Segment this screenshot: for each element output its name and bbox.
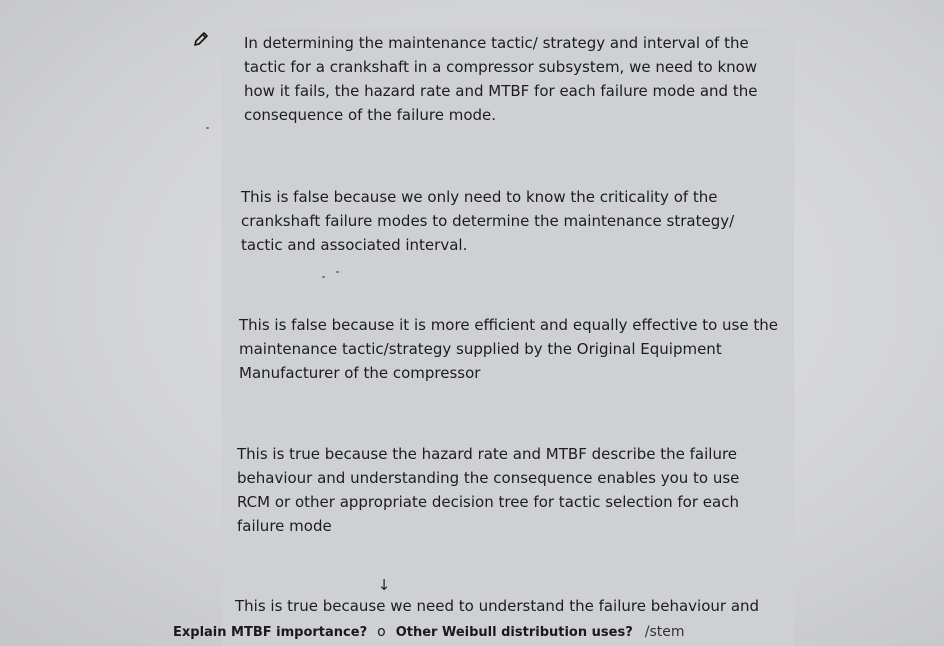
answer-option-3[interactable]: This is true because the hazard rate and MTBF describe the failure behaviour and understanding the consequence enables you to use RCM or other appropriate decision tree for tactic selection for each failure mode bbox=[237, 445, 740, 535]
answer-option-1[interactable]: This is false because we only need to know the criticality of the crankshaft failure modes to determine the maintenance strategy/ tactic and associated interval. bbox=[241, 188, 735, 254]
suggestion-chip-mtbf[interactable]: Explain MTBF importance? bbox=[173, 624, 368, 640]
screen-speck bbox=[206, 127, 209, 129]
question-text: In determining the maintenance tactic/ strategy and interval of the tactic for a crankshaft in a compressor subsystem, we need to know how it fails, the hazard rate and MTBF for each failure mode and the consequence of the failure mode. bbox=[244, 34, 758, 124]
screen-speck bbox=[322, 276, 325, 278]
suggestion-separator: o bbox=[377, 624, 386, 640]
suggestion-bar bbox=[165, 618, 685, 646]
suggestion-trailing-text: /stem bbox=[644, 624, 685, 640]
answer-option-2[interactable]: This is false because it is more efficient and equally effective to use the maintenance tactic/strategy supplied by the Original Equipment Manufacturer of the compressor bbox=[239, 316, 778, 382]
arrow-down-icon: ↓ bbox=[377, 576, 391, 594]
pencil-icon[interactable] bbox=[192, 30, 210, 48]
scroll-down-button[interactable] bbox=[372, 573, 396, 597]
screen-speck bbox=[336, 271, 339, 273]
answer-option-4[interactable]: This is true because we need to understand the failure behaviour and bbox=[235, 597, 760, 615]
suggestion-chip-weibull[interactable]: Other Weibull distribution uses? bbox=[395, 624, 633, 640]
